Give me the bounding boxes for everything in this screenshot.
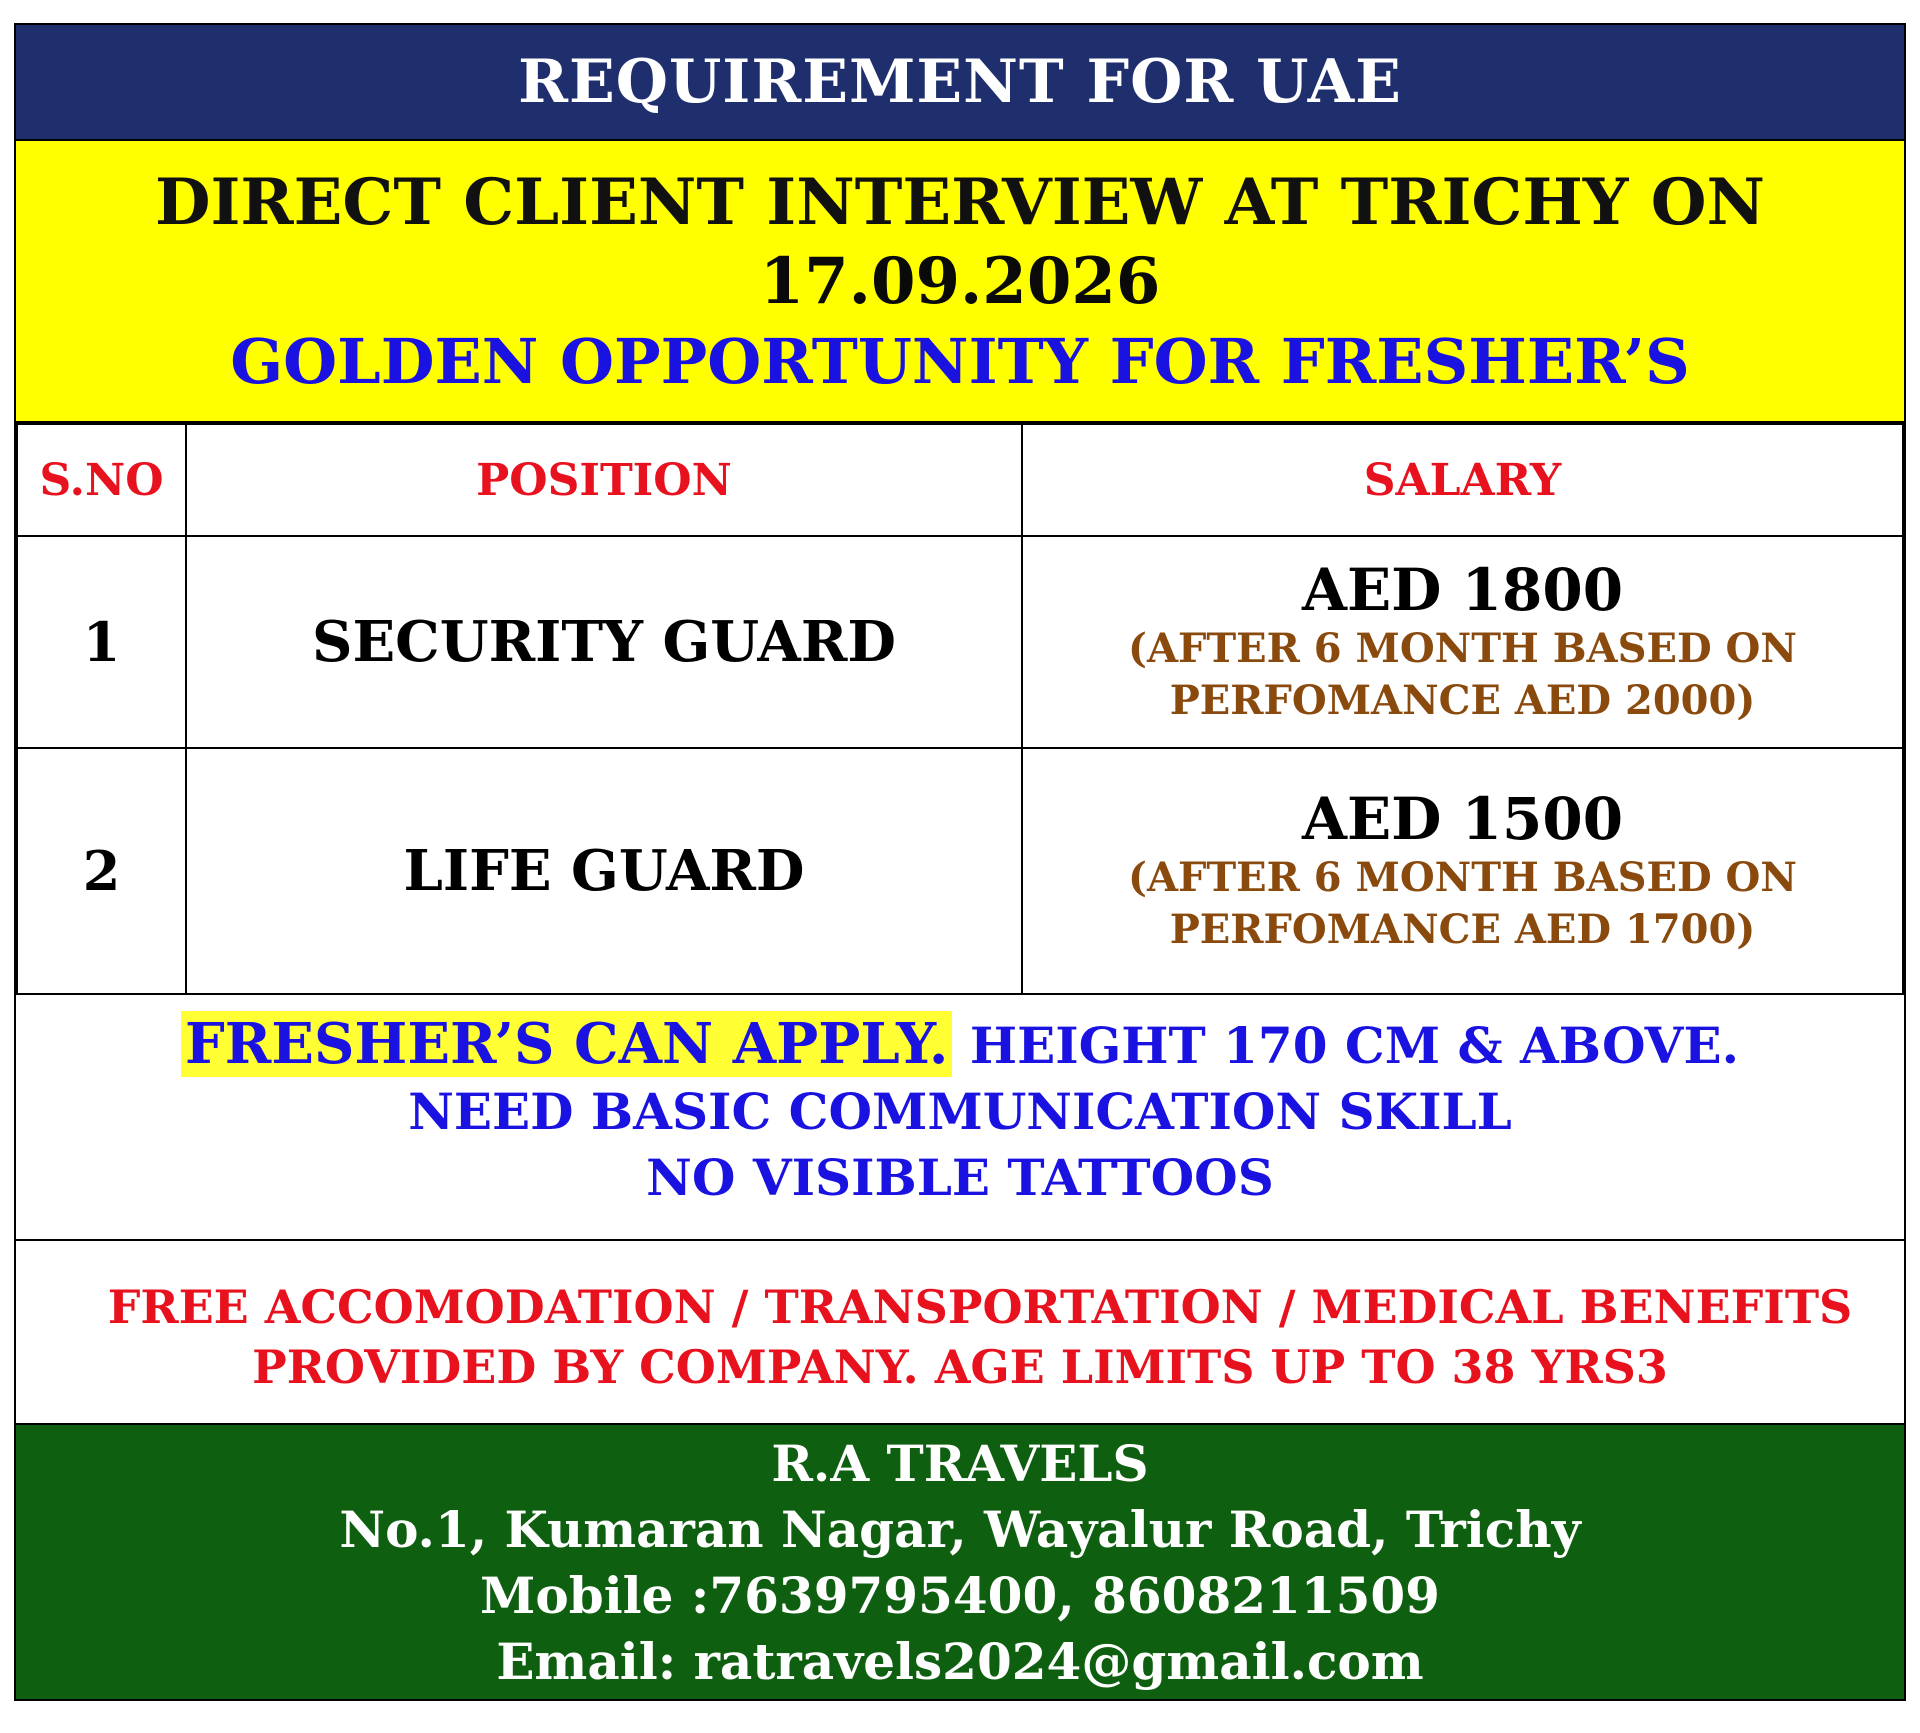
row-position: LIFE GUARD [186, 748, 1022, 994]
positions-table [16, 423, 1904, 995]
benefits-line: PROVIDED BY COMPANY. AGE LIMITS UP TO 38 YRS3 [252, 1340, 1668, 1394]
company-name: R.A TRAVELS [771, 1434, 1149, 1493]
table-header-row [17, 424, 1903, 536]
row-salary-cell [1022, 536, 1903, 748]
contact-footer [16, 1423, 1904, 1699]
email-address[interactable]: Email: ratravels2024@gmail.com [496, 1632, 1424, 1691]
poster-title: REQUIREMENT FOR UAE [518, 47, 1402, 117]
row-salary: AED 1800 [1301, 556, 1624, 624]
freshers-highlight: FRESHER’S CAN APPLY. [181, 1011, 952, 1077]
job-poster [14, 23, 1906, 1701]
row-salary-note: (AFTER 6 MONTH BASED ON [1128, 625, 1797, 672]
row-salary-note: PERFOMANCE AED 1700) [1169, 906, 1756, 953]
communication-requirement: NEED BASIC COMMUNICATION SKILL [408, 1082, 1512, 1141]
row-salary-note: PERFOMANCE AED 2000) [1169, 677, 1756, 724]
interview-banner [16, 139, 1904, 423]
benefits-section [16, 1241, 1904, 1423]
requirements-line [16, 1011, 1904, 1079]
mobile-numbers: Mobile :7639795400, 8608211509 [480, 1566, 1440, 1625]
requirements-section [16, 993, 1904, 1241]
header-sno: S.NO [17, 424, 186, 536]
row-salary-note: (AFTER 6 MONTH BASED ON [1128, 854, 1797, 901]
height-requirement: HEIGHT 170 CM & ABOVE. [969, 1016, 1739, 1075]
tattoo-requirement: NO VISIBLE TATTOOS [646, 1148, 1274, 1207]
interview-date: 17.09.2026 [759, 244, 1161, 319]
row-position: SECURITY GUARD [186, 536, 1022, 748]
company-address: No.1, Kumaran Nagar, Wayalur Road, Trichy [339, 1500, 1581, 1559]
interview-line: DIRECT CLIENT INTERVIEW AT TRICHY ON [154, 165, 1766, 240]
row-salary: AED 1500 [1301, 785, 1624, 853]
header-salary: SALARY [1022, 424, 1903, 536]
title-bar [16, 25, 1904, 139]
header-position: POSITION [186, 424, 1022, 536]
row-salary-cell [1022, 748, 1903, 994]
benefits-line: FREE ACCOMODATION / TRANSPORTATION / MEDICAL BENEFITS [107, 1280, 1853, 1334]
row-sno: 1 [17, 536, 186, 748]
table-row [17, 536, 1903, 748]
row-sno: 2 [17, 748, 186, 994]
table-row [17, 748, 1903, 994]
opportunity-tagline: GOLDEN OPPORTUNITY FOR FRESHER’S [230, 325, 1690, 398]
